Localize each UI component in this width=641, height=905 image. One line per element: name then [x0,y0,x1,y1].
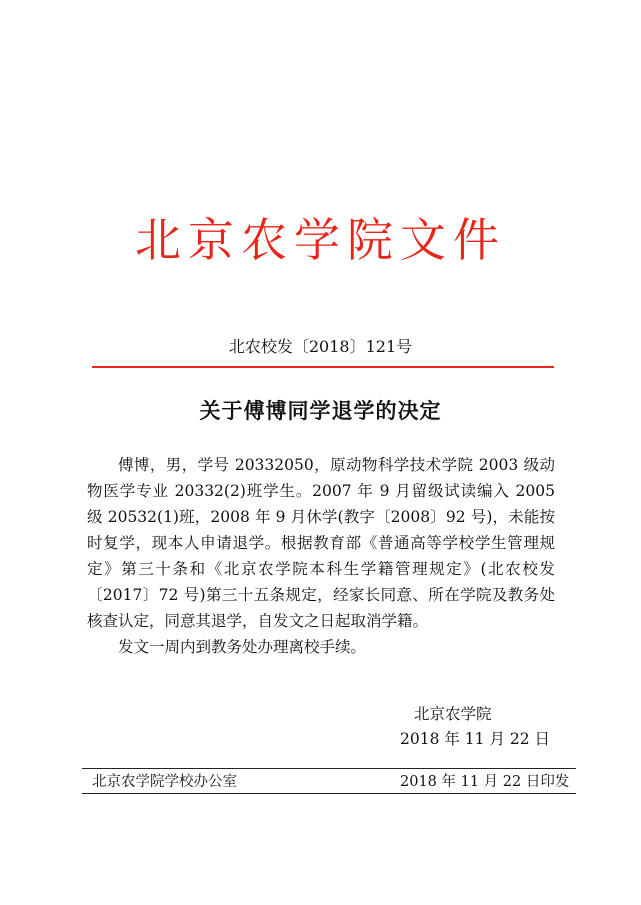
footer-issue-date: 2018 年 11 月 22 日印发 [400,774,570,790]
body-paragraph: 发文一周内到教务处办理离校手续。 [118,638,367,656]
footer-bottom-divider [82,793,576,794]
footer-top-divider [82,768,576,769]
document-header-title: 北京农学院文件 [135,213,506,267]
signature-block [400,702,550,752]
decision-title: 关于傅博同学退学的决定 [199,398,442,423]
body-paragraph: 傅博，男，学号 20332050，原动物科学技术学院 2003 级动物医学专业 20332(2)班学生。2007 年 9 月留级试读编入 2005 级 20532(1)班，2008 年 9 月休学(教字〔2008〕92 号)，未能按时复学，现本人申请退学。根据教育部《普通高等学校学生管理规定》第三十条和《北京农学院本科生学籍管理规定》(北农校发〔2017〕72 号)第三十五条规定，经家长同意、所在学院及教务处核查认定，同意其退学，自发文之日起取消学籍。 [87,456,555,630]
footer-issuer: 北京农学院学校办公室 [92,774,237,790]
signature-date: 2018 年 11 月 22 日 [400,730,551,748]
header-divider [92,366,554,368]
document-number: 北农校发〔2018〕121号 [228,337,413,356]
signature-org: 北京农学院 [414,705,492,723]
document-body [87,452,555,660]
